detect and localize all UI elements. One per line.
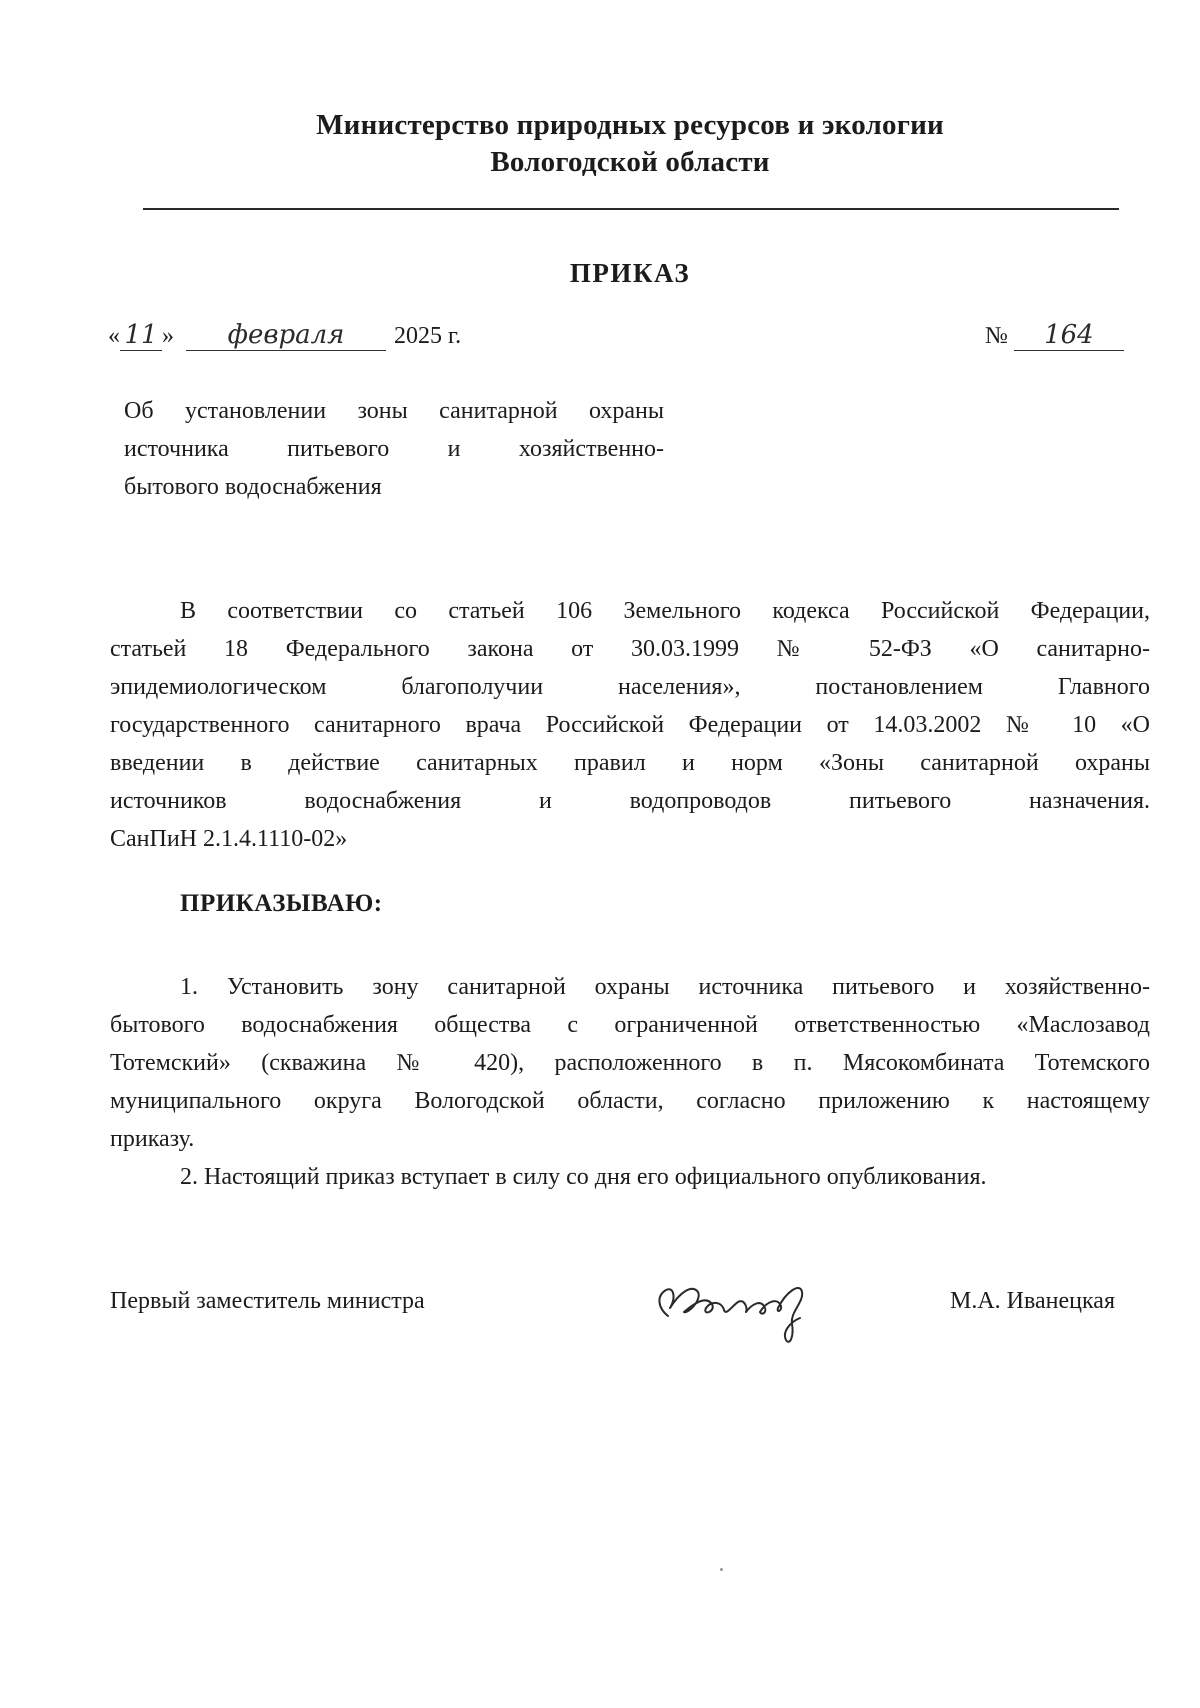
date-day: 11: [120, 320, 162, 351]
item1-line: 1. Установить зону санитарной охраны источника питьевого и хозяйственно-: [180, 974, 1150, 1000]
header-divider: [143, 208, 1119, 210]
date-year: 2025 г.: [394, 323, 462, 349]
scan-speck: [720, 1568, 723, 1571]
preamble-paragraph: [110, 592, 1150, 858]
date-close-quote: »: [162, 323, 174, 349]
item2-line: 2. Настоящий приказ вступает в силу со дня его официального опубликования.: [180, 1164, 987, 1190]
signatory-role: Первый заместитель министра: [110, 1288, 425, 1314]
number-label: №: [985, 323, 1008, 349]
preamble-line: эпидемиологическом благополучии населения», постановлением Главного: [110, 674, 1150, 700]
order-heading: ПРИКАЗЫВАЮ:: [180, 890, 383, 917]
preamble-line: СанПиН 2.1.4.1110-02»: [110, 826, 348, 852]
subject-line: Об установлении зоны санитарной охраны: [124, 398, 664, 424]
subject-line: бытового водоснабжения: [124, 474, 382, 500]
handwritten-signature: [640, 1262, 840, 1357]
order-item-2: [110, 1158, 1150, 1196]
signatory-name: М.А. Иванецкая: [950, 1288, 1115, 1314]
subject-line: источника питьевого и хозяйственно-: [124, 436, 664, 462]
org-name-line2: Вологодской области: [490, 146, 770, 178]
item1-line: Тотемский» (скважина № 420), расположенного в п. Мясокомбината Тотемского: [110, 1050, 1150, 1076]
order-item-1: [110, 968, 1150, 1158]
number-value: 164: [1014, 320, 1124, 351]
document-title: ПРИКАЗ: [569, 258, 691, 288]
order-subject: [124, 392, 664, 506]
order-number: [985, 320, 1124, 351]
item1-line: муниципального округа Вологодской области, согласно приложению к настоящему: [110, 1088, 1150, 1114]
item1-line: приказу.: [110, 1126, 195, 1152]
org-name-line1: Министерство природных ресурсов и экологии: [316, 109, 944, 141]
preamble-line: статьей 18 Федерального закона от 30.03.1999 № 52-ФЗ «О санитарно-: [110, 636, 1150, 662]
item1-line: бытового водоснабжения общества с ограниченной ответственностью «Маслозавод: [110, 1012, 1150, 1038]
preamble-line: В соответствии со статьей 106 Земельного кодекса Российской Федерации,: [180, 598, 1150, 624]
preamble-line: государственного санитарного врача Российской Федерации от 14.03.2002 № 10 «О: [110, 712, 1150, 738]
order-date: [108, 320, 461, 351]
date-month: февраля: [186, 320, 386, 351]
preamble-line: введении в действие санитарных правил и норм «Зоны санитарной охраны: [110, 750, 1150, 776]
preamble-line: источников водоснабжения и водопроводов питьевого назначения.: [110, 788, 1150, 814]
date-open-quote: «: [108, 323, 120, 349]
